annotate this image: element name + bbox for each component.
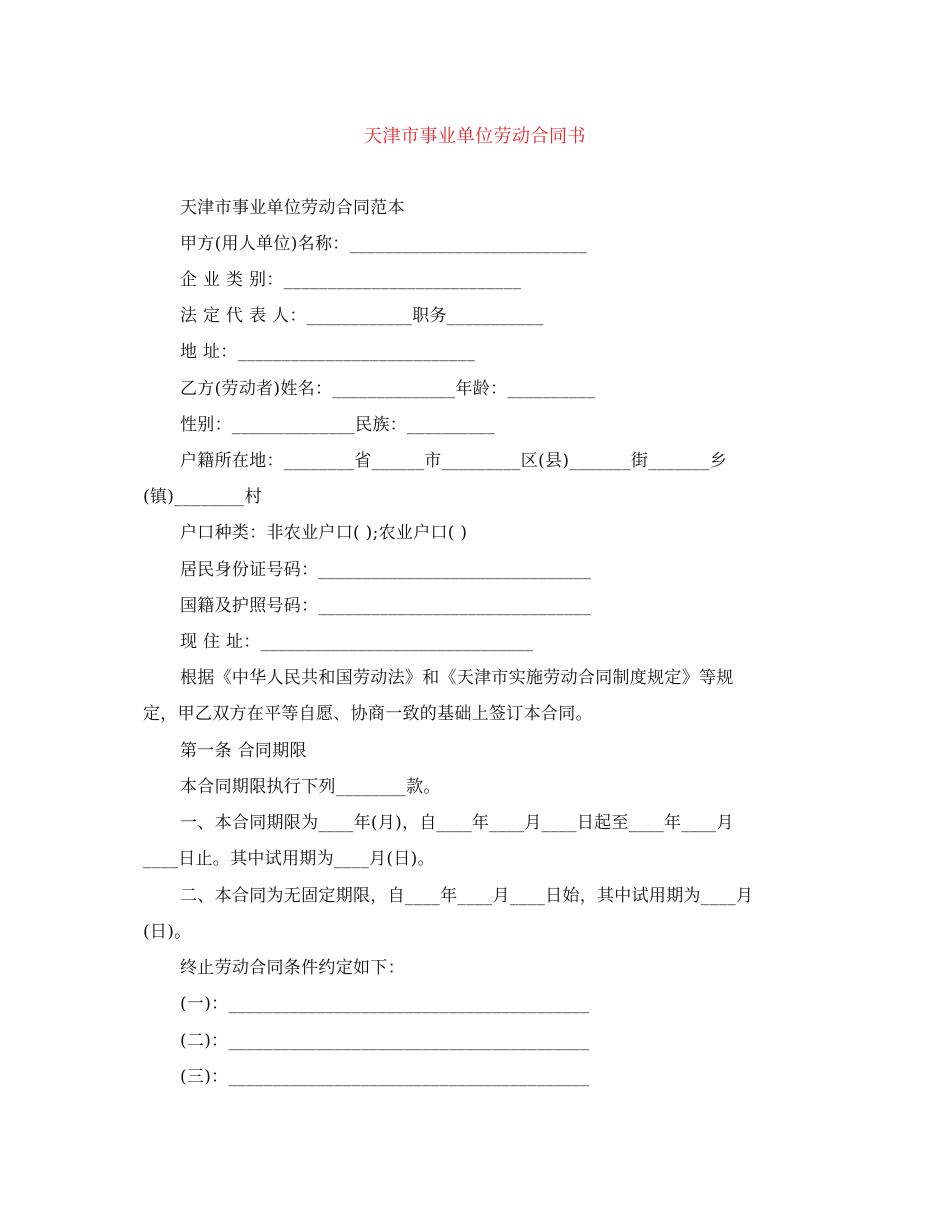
article-one-heading: 第一条 合同期限	[180, 741, 307, 761]
contract-term-clause-line: 本合同期限执行下列________款。	[180, 777, 441, 797]
household-type-line: 户口种类：非农业户口( );农业户口( )	[180, 523, 468, 543]
enterprise-type-line: 企 业 类 别：___________________________	[180, 270, 522, 290]
employer-name-line: 甲方(用人单位)名称：___________________________	[180, 234, 588, 254]
employee-name-line: 乙方(劳动者)姓名：______________年龄：__________	[180, 379, 596, 399]
document-title: 天津市事业单位劳动合同书	[364, 126, 586, 147]
termination-condition-1: (一)：_________________________________________	[180, 994, 590, 1014]
current-address-line: 现 住 址：_______________________________	[180, 632, 534, 652]
subtitle-line: 天津市事业单位劳动合同范本	[180, 198, 405, 218]
address-line: 地 址：___________________________	[180, 342, 476, 362]
open-term-line-2: (日)。	[143, 922, 192, 942]
open-term-line-1: 二、本合同为无固定期限，自____年____月____日始，其中试用期为____月	[180, 886, 754, 906]
basis-paragraph-line-2: 定，甲乙双方在平等自愿、协商一致的基础上签订本合同。	[143, 704, 593, 724]
household-registration-line: 户籍所在地：________省______市_________区(县)_______街_______乡	[180, 451, 728, 471]
passport-number-line: 国籍及护照号码：_______________________________	[180, 596, 592, 616]
termination-condition-2: (二)：_________________________________________	[180, 1031, 590, 1051]
termination-condition-3: (三)：_________________________________________	[180, 1067, 590, 1087]
termination-conditions-heading: 终止劳动合同条件约定如下：	[180, 958, 405, 978]
legal-representative-line: 法 定 代 表 人：____________职务___________	[180, 306, 544, 326]
basis-paragraph-line-1: 根据《中华人民共和国劳动法》和《天津市实施劳动合同制度规定》等规	[180, 668, 734, 688]
gender-ethnicity-line: 性别：______________民族：__________	[180, 415, 495, 435]
id-number-line: 居民身份证号码：_______________________________	[180, 560, 592, 580]
fixed-term-line-2: ____日止。其中试用期为____月(日)。	[143, 849, 435, 869]
household-registration-continued-line: (镇)________村	[143, 487, 262, 507]
fixed-term-line-1: 一、本合同期限为____年(月)，自____年____月____日起至____年____月	[180, 813, 734, 833]
